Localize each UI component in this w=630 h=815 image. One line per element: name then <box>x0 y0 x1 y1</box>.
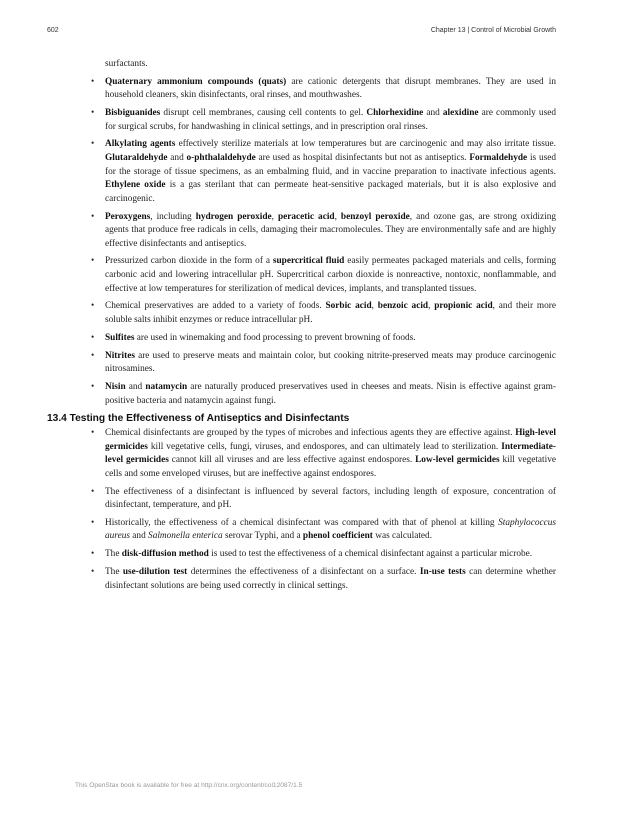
running-header: Chapter 13 | Control of Microbial Growth <box>430 27 556 34</box>
key-term: Nitrites <box>105 350 135 361</box>
summary-list-13-3 <box>47 76 556 409</box>
bullet-icon: • <box>91 427 95 438</box>
key-term: Ethylene oxide <box>105 180 166 191</box>
text-run: is used to test the effectiveness of a chemical disinfectant against a particular microbe. <box>208 549 533 560</box>
bullet-icon: • <box>91 549 95 560</box>
key-term: Glutaraldehyde <box>105 152 168 163</box>
text-run: are used as hospital disinfectants but not as antiseptics. <box>255 152 470 163</box>
key-term: Intermediate-level germicides <box>105 441 556 466</box>
text-run: and <box>125 381 146 392</box>
text-run: are cationic detergents that disrupt membranes. They are used in household cleaners, skin disinfectants, oral rinses, and mouthwashes. <box>105 76 556 101</box>
key-term: Sorbic acid <box>325 301 372 312</box>
text-run: is used for the storage of tissue specimens, as an embalming fluid, and in vaccine preparation to inactivate infectious agents. <box>105 152 556 177</box>
list-item <box>47 517 556 544</box>
bullet-icon: • <box>91 381 95 392</box>
key-term: High-level germicides <box>105 427 556 452</box>
text-run: and <box>167 152 187 163</box>
page-content <box>47 58 556 597</box>
text-run: disrupt cell membranes, causing cell contents to gel. <box>160 107 367 118</box>
bullet-icon: • <box>91 517 95 528</box>
text-run: is a gas sterilant that can permeate heat-sensitive packaged materials, but it is also explosive and carcinogenic. <box>105 180 557 204</box>
key-term: use-dilution test <box>122 567 188 578</box>
species-name: Salmonella enterica <box>148 531 223 542</box>
text-run: , <box>334 211 341 222</box>
list-item <box>47 332 556 346</box>
text-run: Chemical disinfectants are grouped by the types of microbes and infectious agents they are effective against. <box>105 427 516 438</box>
text-run: are used in winemaking and food processing to prevent browning of foods. <box>134 332 416 343</box>
list-item <box>47 350 556 377</box>
key-term: propionic acid <box>434 301 493 312</box>
list-item <box>47 548 556 562</box>
text-run: effectively sterilize materials at low temperatures but are carcinogenic and may also irritate tissue. <box>175 139 556 150</box>
bullet-icon: • <box>91 139 95 150</box>
text-run: kill vegetative cells and some enveloped viruses, but are ineffective against endospores. <box>105 455 556 479</box>
bullet-icon: • <box>91 211 95 222</box>
bullet-icon: • <box>91 350 95 361</box>
bullet-icon: • <box>91 256 95 267</box>
list-item <box>47 211 556 252</box>
key-term: o-phthalaldehyde <box>186 152 256 163</box>
text-run: , <box>428 301 435 312</box>
key-term: Peroxygens <box>105 211 151 222</box>
bullet-icon: • <box>91 486 95 497</box>
text-run: , <box>271 211 278 222</box>
key-term: benzoic acid <box>377 301 429 312</box>
text-run: The <box>105 567 123 578</box>
key-term: Bisbiguanides <box>105 107 161 118</box>
list-item <box>47 381 556 408</box>
text-run: and <box>423 107 443 118</box>
list-item <box>47 76 556 103</box>
key-term: Low-level germicides <box>415 455 500 466</box>
page-number: 602 <box>47 27 59 34</box>
text-run: Historically, the effectiveness of a chemical disinfectant was compared with that of phenol at killing <box>105 517 499 528</box>
text-run: , <box>371 301 378 312</box>
bullet-icon: • <box>91 567 95 578</box>
key-term: alexidine <box>442 107 479 118</box>
text-run: , and ozone gas, are strong oxidizing agents that produce free radicals in cells, damaging their macromolecules. They are environmentally safe and are highly effective disinfectants and antiseptics. <box>105 211 557 249</box>
text-run: The <box>105 549 122 560</box>
list-item <box>47 300 556 327</box>
continued-text: surfactants. <box>105 59 148 69</box>
key-term: supercritical fluid <box>272 256 345 267</box>
list-item <box>47 486 556 513</box>
summary-list-13-4 <box>47 427 556 593</box>
key-term: hydrogen peroxide <box>195 211 272 222</box>
text-run: can determine whether disinfectant solutions are being used correctly in clinical settings. <box>105 567 557 591</box>
list-item <box>47 138 556 206</box>
text-run: determines the effectiveness of a disinfectant on a surface. <box>187 567 420 578</box>
bullet-icon: • <box>91 332 95 343</box>
key-term: In-use tests <box>419 567 466 578</box>
key-term: Nisin <box>105 381 126 392</box>
bullet-icon: • <box>91 301 95 312</box>
key-term: Quaternary ammonium compounds (quats) <box>105 76 287 87</box>
key-term: disk-diffusion method <box>121 549 209 560</box>
text-run: kill vegetative cells, fungi, viruses, and endospores, and can ultimately lead to sterilization. <box>147 441 502 452</box>
text-run: Pressurized carbon dioxide in the form of a <box>105 256 273 267</box>
text-run: , and their more soluble salts inhibit enzymes or reduce intracellular pH. <box>105 301 556 326</box>
bullet-icon: • <box>91 107 95 118</box>
list-item <box>47 566 556 593</box>
list-item <box>47 107 556 134</box>
key-term: Sulfites <box>105 332 135 343</box>
key-term: peracetic acid <box>277 211 335 222</box>
text-run: serovar Typhi, and a <box>222 531 303 542</box>
text-run: are commonly used for surgical scrubs, for handwashing in clinical settings, and in prescription oral rinses. <box>105 107 556 132</box>
key-term: Chlorhexidine <box>366 107 424 118</box>
text-run: easily permeates packaged materials and cells, forming carbonic acid and lowering intracellular pH. Supercritical carbon dioxide is nonreactive, nontoxic, nonflammable, and effective at low temperatures for sterilization of medical devices, implants, and transplanted tissues. <box>105 256 557 294</box>
text-run: was calculated. <box>372 531 433 542</box>
page-footer: This OpenStax book is available for free at http://cnx.org/content/col12087/1.5 <box>75 782 303 789</box>
species-name: Staphylococcus aureus <box>105 517 556 542</box>
key-term: phenol coefficient <box>302 531 373 542</box>
text-run: are used to preserve meats and maintain color, but cooking nitrite-preserved meats may produce carcinogenic nitrosamines. <box>105 350 556 375</box>
text-run: The effectiveness of a disinfectant is influenced by several factors, including length of exposure, concentration of disinfectant, temperature, and pH. <box>105 486 556 511</box>
list-item <box>47 255 556 296</box>
section-heading: 13.4 Testing the Effectiveness of Antiseptics and Disinfectants <box>47 413 350 425</box>
key-term: Formaldehyde <box>469 152 528 163</box>
text-run: cannot kill all viruses and are less effective against endospores. <box>168 455 416 466</box>
key-term: Alkylating agents <box>105 139 176 150</box>
text-run: , including <box>150 211 196 222</box>
key-term: benzoyl peroxide <box>340 211 410 222</box>
list-item <box>47 427 556 481</box>
bullet-icon: • <box>91 76 95 87</box>
text-run: and <box>129 531 149 542</box>
key-term: natamycin <box>145 381 188 392</box>
text-run: Chemical preservatives are added to a variety of foods. <box>105 301 326 312</box>
text-run: are naturally produced preservatives used in cheeses and meats. Nisin is effective against gram-positive bacteria and natamycin against fungi. <box>105 381 556 406</box>
